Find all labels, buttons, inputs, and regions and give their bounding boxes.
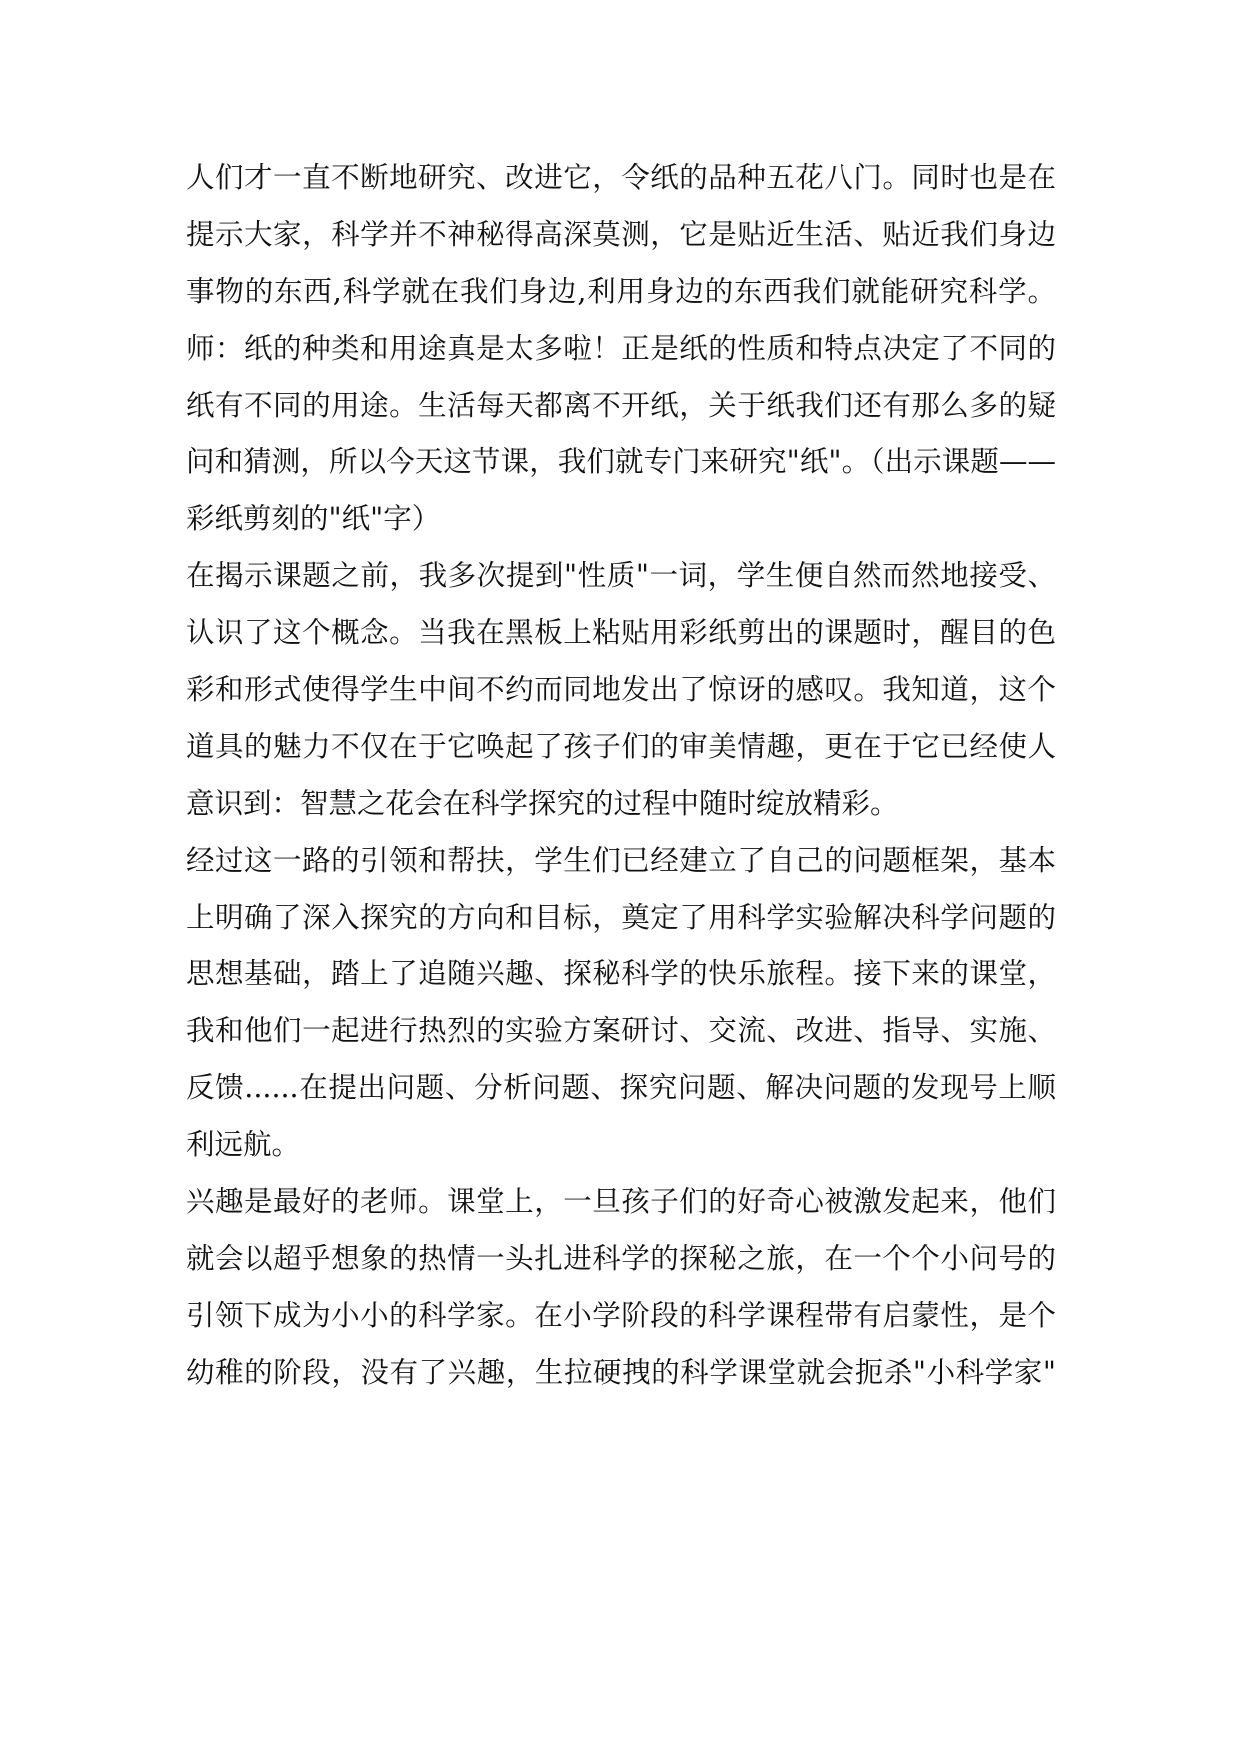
text-line: 纸有不同的用途。生活每天都离不开纸，关于纸我们还有那么多的疑 <box>186 388 1056 422</box>
text-line: 师：纸的种类和用途真是太多啦！正是纸的性质和特点决定了不同的 <box>186 331 1056 365</box>
text-line: 兴趣是最好的老师。课堂上，一旦孩子们的好奇心被激发起来，他们 <box>186 1185 1056 1219</box>
text-line: 在揭示课题之前，我多次提到"性质"一词，学生便自然而然地接受、 <box>186 559 1056 593</box>
text-line: 认识了这个概念。当我在黑板上粘贴用彩纸剪出的课题时，醒目的色 <box>186 616 1056 650</box>
text-line: 幼稚的阶段，没有了兴趣，生拉硬拽的科学课堂就会扼杀"小科学家" <box>186 1355 1056 1389</box>
text-line: 经过这一路的引领和帮扶，学生们已经建立了自己的问题框架，基本 <box>186 843 1056 877</box>
document-body <box>186 150 1056 1402</box>
text-line: 彩和形式使得学生中间不约而同地发出了惊讶的感叹。我知道，这个 <box>186 673 1056 707</box>
text-line: 思想基础，踏上了追随兴趣、探秘科学的快乐旅程。接下来的课堂， <box>186 957 1056 991</box>
text-line: 上明确了深入探究的方向和目标，奠定了用科学实验解决科学问题的 <box>186 900 1056 934</box>
text-line: 提示大家，科学并不神秘得高深莫测，它是贴近生活、贴近我们身边 <box>186 217 1056 251</box>
text-line: 事物的东西,科学就在我们身边,利用身边的东西我们就能研究科学。 <box>186 274 1056 308</box>
text-line: 引领下成为小小的科学家。在小学阶段的科学课程带有启蒙性，是个 <box>186 1298 1056 1332</box>
text-line: 人们才一直不断地研究、改进它，令纸的品种五花八门。同时也是在 <box>186 161 1056 194</box>
text-line: 道具的魅力不仅在于它唤起了孩子们的审美情趣，更在于它已经使人 <box>186 729 1056 763</box>
text-line: 问和猜测，所以今天这节课，我们就专门来研究"纸"。（出示课题—— <box>186 445 1056 479</box>
text-line: 反馈......在提出问题、分析问题、探究问题、解决问题的发现号上顺 <box>186 1071 1056 1105</box>
text-line: 就会以超乎想象的热情一头扎进科学的探秘之旅，在一个个小问号的 <box>186 1241 1056 1275</box>
text-line: 彩纸剪刻的"纸"字） <box>186 502 441 536</box>
text-line: 利远航。 <box>186 1128 301 1162</box>
text-line: 我和他们一起进行热烈的实验方案研讨、交流、改进、指导、实施、 <box>186 1014 1056 1048</box>
text-line: 意识到：智慧之花会在科学探究的过程中随时绽放精彩。 <box>186 786 899 820</box>
